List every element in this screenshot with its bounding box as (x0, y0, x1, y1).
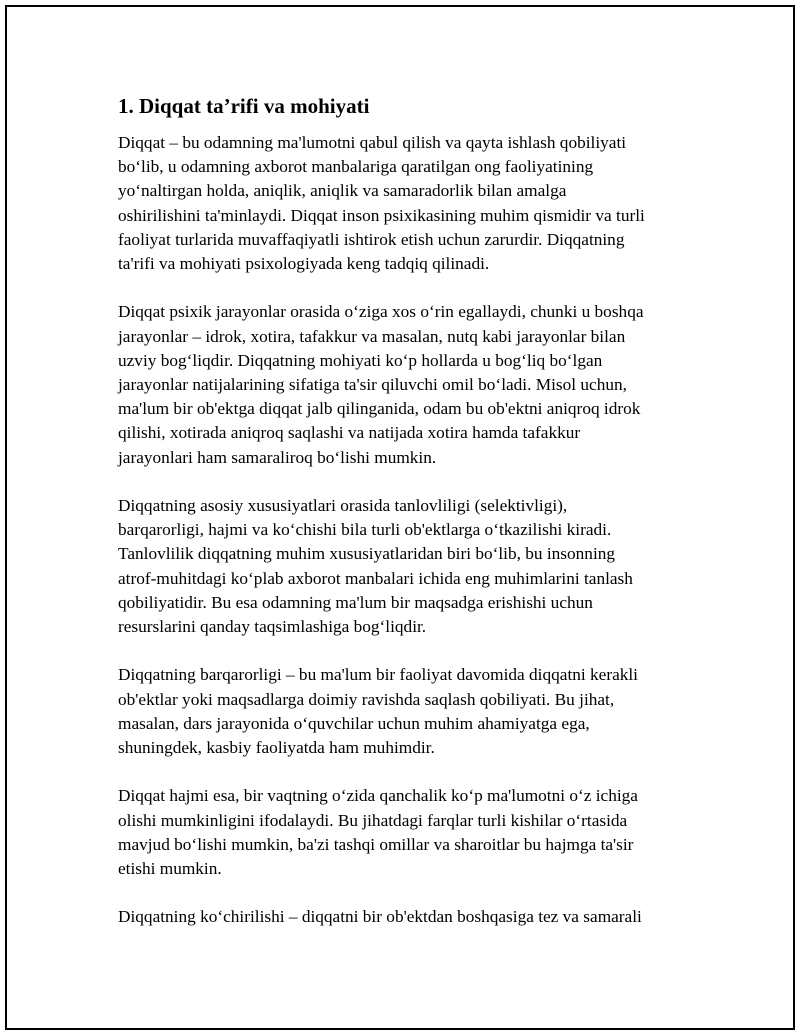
text-line: jarayonlari ham samaraliroq bo‘lishi mumkin. (118, 447, 437, 467)
text-line: Diqqat – bu odamning ma'lumotni qabul qilish va qayta ishlash qobiliyati (118, 133, 627, 152)
text-line: Diqqat psixik jarayonlar orasida o‘ziga xos o‘rin egallaydi, chunki u boshqa (118, 302, 644, 322)
text-line: mavjud bo‘lishi mumkin, ba'zi tashqi omillar va sharoitlar bu hajmga ta'sir (118, 834, 634, 854)
text-line: jarayonlar – idrok, xotira, tafakkur va masalan, nutq kabi jarayonlar bilan (118, 326, 626, 346)
text-line: Tanlovlilik diqqatning muhim xususiyatlaridan biri bo‘lib, bu insonning (118, 544, 616, 564)
text-line: qilishi, xotirada aniqroq saqlashi va natijada xotira hamda tafakkur (118, 423, 581, 443)
text-line: olishi mumkinligini ifodalaydi. Bu jihatdagi farqlar turli kishilar o‘rtasida (118, 810, 628, 830)
paragraph-stability (118, 663, 698, 760)
text-line: faoliyat turlarida muvaffaqiyatli ishtirok etish uchun zarurdir. Diqqatning (118, 229, 625, 249)
paragraph-properties (118, 494, 698, 639)
text-line: atrof-muhitdagi ko‘plab axborot manbalari ichida eng muhimlarini tanlash (118, 568, 633, 588)
text-line: shuningdek, kasbiy faoliyatda ham muhimdir. (118, 738, 435, 758)
text-line: ob'ektlar yoki maqsadlarga doimiy ravishda saqlash qobiliyati. Bu jihat, (118, 689, 615, 709)
text-line: bo‘lib, u odamning axborot manbalariga qaratilgan ong faoliyatining (118, 157, 594, 177)
text-line: Diqqatning asosiy xususiyatlari orasida tanlovliligi (selektivligi), (118, 496, 568, 516)
text-line: etishi mumkin. (118, 859, 222, 879)
text-line: Diqqat hajmi esa, bir vaqtning o‘zida qanchalik ko‘p ma'lumotni o‘z ichiga (118, 786, 638, 806)
paragraph-psychic-processes (118, 300, 698, 469)
text-line: resurslarini qanday taqsimlashiga bog‘liqdir. (118, 617, 427, 637)
paragraph-definition (118, 131, 698, 276)
paragraph-volume (118, 784, 698, 881)
text-line: ma'lum bir ob'ektga diqqat jalb qilinganida, odam bu ob'ektni aniqroq idrok (118, 399, 641, 419)
text-line: Diqqatning barqarorligi – bu ma'lum bir faoliyat davomida diqqatni kerakli (118, 665, 638, 685)
text-line: yo‘naltirgan holda, aniqlik, aniqlik va samaradorlik bilan amalga (118, 181, 567, 201)
text-line: oshirilishini ta'minlaydi. Diqqat inson psixikasining muhim qismidir va turli (118, 205, 645, 225)
text-line: Diqqatning ko‘chirilishi – diqqatni bir ob'ektdan boshqasiga tez va samarali (118, 907, 642, 927)
section-heading: 1. Diqqat ta’rifi va mohiyati (118, 94, 370, 118)
text-line: jarayonlar natijalarining sifatiga ta'sir qiluvchi omil bo‘ladi. Misol uchun, (118, 375, 627, 395)
text-line: barqarorligi, hajmi va ko‘chishi bila turli ob'ektlarga o‘tkazilishi kiradi. (118, 520, 612, 540)
text-line: uzviy bog‘liqdir. Diqqatning mohiyati ko‘p hollarda u bog‘liq bo‘lgan (118, 350, 603, 370)
text-line: qobiliyatidir. Bu esa odamning ma'lum bir maqsadga erishishi uchun (118, 592, 593, 612)
text-line: ta'rifi va mohiyati psixologiyada keng tadqiq qilinadi. (118, 254, 490, 274)
text-line: masalan, dars jarayonida o‘quvchilar uchun muhim ahamiyatga ega, (118, 713, 590, 733)
document-body (118, 92, 698, 954)
paragraph-switching (118, 905, 698, 929)
